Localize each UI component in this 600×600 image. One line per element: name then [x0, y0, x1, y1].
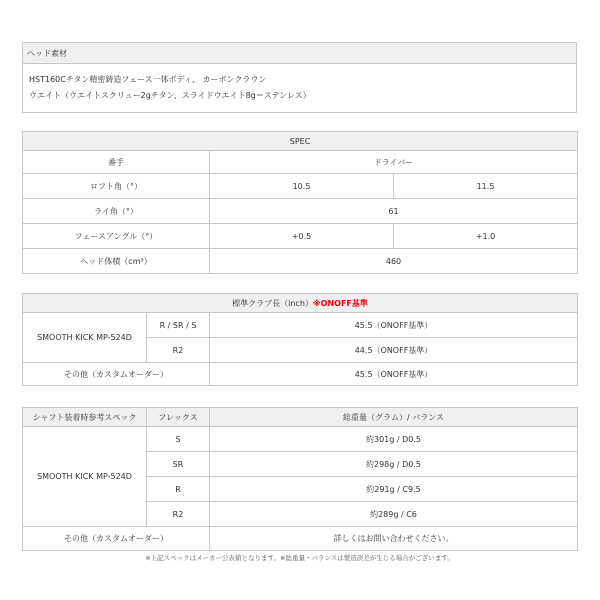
- head-material-line2: ウエイト（ウエイトスクリュー2gチタン、スライドウエイト8g＝ステンレス）: [29, 91, 311, 100]
- spec-header: SPEC: [23, 132, 578, 151]
- club-length-custom-value: 45.5（ONOFF基準）: [210, 363, 578, 386]
- club-length-header: [23, 294, 578, 313]
- club-length-flex-1: R / SR / S: [147, 313, 210, 338]
- club-length-value-1: 45.5（ONOFF基準）: [210, 313, 578, 338]
- shaft-spec-value-r2: 約289g / C6: [210, 502, 578, 527]
- club-length-header-main: 標準クラブ長（inch）: [232, 298, 313, 308]
- lie-value: 61: [210, 199, 578, 224]
- shaft-spec-flex-r: R: [147, 477, 210, 502]
- club-length-value-2: 44.5（ONOFF基準）: [210, 338, 578, 363]
- loft-value-2: 11.5: [394, 174, 578, 199]
- shaft-spec-custom-value: 詳しくはお問い合わせください。: [210, 527, 578, 551]
- shaft-spec-flex-sr: SR: [147, 452, 210, 477]
- head-material-table: [22, 42, 577, 113]
- shaft-spec-shaft-name: SMOOTH KICK MP-524D: [23, 427, 147, 527]
- shaft-spec-flex-s: S: [147, 427, 210, 452]
- shaft-spec-table: [22, 407, 578, 551]
- lie-label: ライ角（°）: [23, 199, 210, 224]
- loft-label: ロフト角（°）: [23, 174, 210, 199]
- shaft-spec-flex-r2: R2: [147, 502, 210, 527]
- face-angle-value-1: +0.5: [210, 224, 394, 249]
- club-length-header-note: ※ONOFF基準: [312, 298, 368, 308]
- shaft-spec-value-s: 約301g / D0.5: [210, 427, 578, 452]
- head-material-line1: HST160Cチタン精密鋳造フェース一体ボディ、 カーボンクラウン: [29, 75, 267, 84]
- club-length-flex-2: R2: [147, 338, 210, 363]
- shaft-spec-weight-header: 総重量（グラム）/ バランス: [210, 408, 578, 427]
- face-angle-label: フェースアングル（°）: [23, 224, 210, 249]
- spec-table: [22, 131, 578, 274]
- shaft-spec-header: シャフト装着時参考スペック: [23, 408, 147, 427]
- head-material-header: ヘッド素材: [23, 43, 577, 64]
- club-length-custom-label: その他（カスタムオーダー）: [23, 363, 210, 386]
- face-angle-value-2: +1.0: [394, 224, 578, 249]
- club-length-shaft-name: SMOOTH KICK MP-524D: [23, 313, 147, 363]
- club-length-table: [22, 293, 578, 386]
- spec-driver-label: ドライバー: [210, 151, 578, 174]
- shaft-spec-value-r: 約291g / C9.5: [210, 477, 578, 502]
- shaft-spec-value-sr: 約298g / D0.5: [210, 452, 578, 477]
- volume-value: 460: [210, 249, 578, 274]
- head-material-description: [23, 64, 577, 113]
- shaft-spec-custom-label: その他（カスタムオーダー）: [23, 527, 210, 551]
- spec-number-label: 番手: [23, 151, 210, 174]
- footnote: ※上記スペックはメーカー公表値となります。※総重量・バランスは製造誤差が生じる場合がございます。: [145, 554, 454, 562]
- shaft-spec-flex-header: フレックス: [147, 408, 210, 427]
- volume-label: ヘッド体積（cm³）: [23, 249, 210, 274]
- loft-value-1: 10.5: [210, 174, 394, 199]
